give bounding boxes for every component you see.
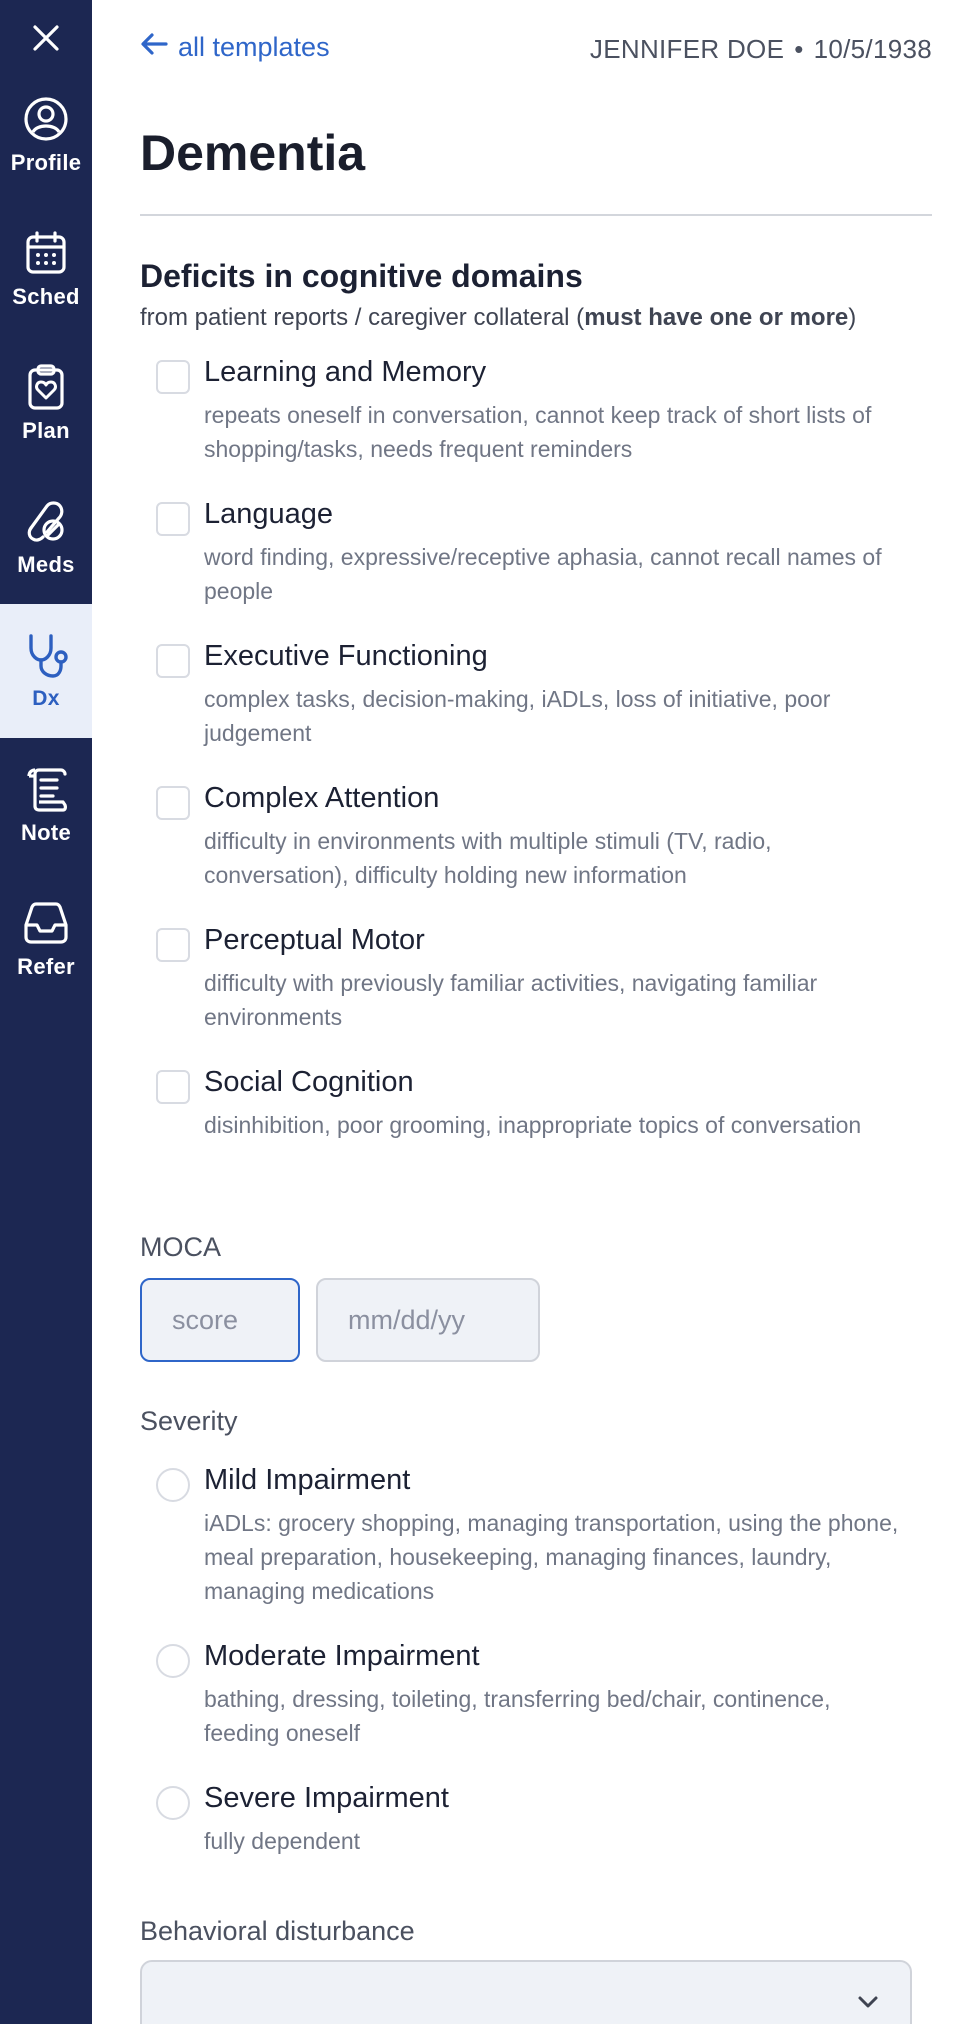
cognitive-section-title: Deficits in cognitive domains — [140, 258, 583, 294]
radio-mild-impairment[interactable] — [156, 1468, 190, 1502]
option-description: word finding, expressive/receptive aphasia, cannot recall names of people — [204, 544, 882, 604]
radio-moderate-impairment[interactable] — [156, 1644, 190, 1678]
patient-info — [590, 34, 932, 65]
checkbox-complex-attention[interactable] — [156, 786, 190, 820]
sidebar-item-label: Dx — [32, 687, 60, 710]
behavioral-disturbance-label: Behavioral disturbance — [140, 1916, 415, 1946]
option-title: Complex Attention — [204, 782, 440, 814]
page-title: Dementia — [140, 125, 366, 181]
sidebar-item-label: Refer — [17, 954, 75, 979]
sidebar-item-label: Profile — [10, 150, 82, 175]
sidebar-item-note[interactable] — [0, 738, 92, 872]
pill-icon — [21, 496, 71, 546]
sidebar-item-label: Sched — [12, 284, 80, 309]
sidebar-item-label: Plan — [22, 418, 70, 443]
option-description: complex tasks, decision-making, iADLs, loss of initiative, poor judgement — [204, 686, 831, 746]
patient-dob: 10/5/1938 — [813, 34, 932, 64]
scroll-icon — [21, 764, 71, 814]
checkbox-executive-functioning[interactable] — [156, 644, 190, 678]
clipboard-heart-icon — [21, 362, 71, 412]
checkbox-perceptual-motor[interactable] — [156, 928, 190, 962]
back-label: all templates — [178, 32, 330, 62]
behavioral-disturbance-select[interactable] — [140, 1960, 912, 2024]
sidebar-item-refer[interactable] — [0, 872, 92, 1006]
checkbox-learning-memory[interactable] — [156, 360, 190, 394]
radio-severe-impairment[interactable] — [156, 1786, 190, 1820]
option-title: Executive Functioning — [204, 640, 488, 672]
option-description: disinhibition, poor grooming, inappropriate topics of conversation — [204, 1112, 862, 1138]
sidebar-item-profile[interactable] — [0, 68, 92, 202]
sidebar-item-label: Note — [20, 820, 72, 845]
stethoscope-icon — [21, 631, 71, 681]
sidebar-item-plan[interactable] — [0, 336, 92, 470]
close-icon — [31, 23, 61, 58]
option-title: Moderate Impairment — [204, 1640, 480, 1672]
sidebar-item-label: Meds — [17, 552, 75, 577]
option-title: Mild Impairment — [204, 1464, 411, 1496]
sidebar-item-sched[interactable] — [0, 202, 92, 336]
patient-name: JENNIFER DOE — [589, 34, 785, 64]
moca-score-input[interactable] — [140, 1278, 300, 1362]
option-description: fully dependent — [204, 1828, 361, 1854]
option-title: Language — [204, 498, 334, 530]
moca-date-input[interactable] — [316, 1278, 540, 1362]
sidebar-item-dx[interactable] — [0, 604, 92, 738]
option-description: difficulty in environments with multiple stimuli (TV, radio, conversation), difficulty holding new information — [204, 828, 772, 888]
option-description: bathing, dressing, toileting, transferring bed/chair, continence, feeding oneself — [204, 1686, 831, 1746]
all-templates-link[interactable] — [140, 32, 330, 63]
calendar-icon — [21, 228, 71, 278]
option-description: difficulty with previously familiar activities, navigating familiar environments — [204, 970, 818, 1030]
header-bar — [140, 32, 932, 72]
chevron-down-icon — [856, 1994, 880, 2015]
severity-label: Severity — [140, 1406, 238, 1436]
option-title: Learning and Memory — [204, 356, 487, 388]
checkbox-social-cognition[interactable] — [156, 1070, 190, 1104]
option-description: iADLs: grocery shopping, managing transportation, using the phone, meal preparation, housekeeping, managing finances, laundry, managing medications — [204, 1510, 899, 1604]
cognitive-section-subtitle: from patient reports / caregiver collateral (must have one or more) — [140, 304, 857, 331]
option-description: repeats oneself in conversation, cannot keep track of short lists of shopping/tasks, needs frequent reminders — [204, 402, 872, 462]
user-circle-icon — [21, 94, 71, 144]
arrow-left-icon — [140, 32, 178, 63]
option-title: Perceptual Motor — [204, 924, 425, 956]
moca-label: MOCA — [140, 1232, 221, 1262]
separator: • — [794, 34, 804, 64]
inbox-icon — [21, 898, 71, 948]
option-title: Severe Impairment — [204, 1782, 449, 1814]
checkbox-language[interactable] — [156, 502, 190, 536]
sidebar-item-meds[interactable] — [0, 470, 92, 604]
divider — [140, 214, 932, 216]
option-title: Social Cognition — [204, 1066, 414, 1098]
sidebar-nav — [0, 0, 92, 2024]
